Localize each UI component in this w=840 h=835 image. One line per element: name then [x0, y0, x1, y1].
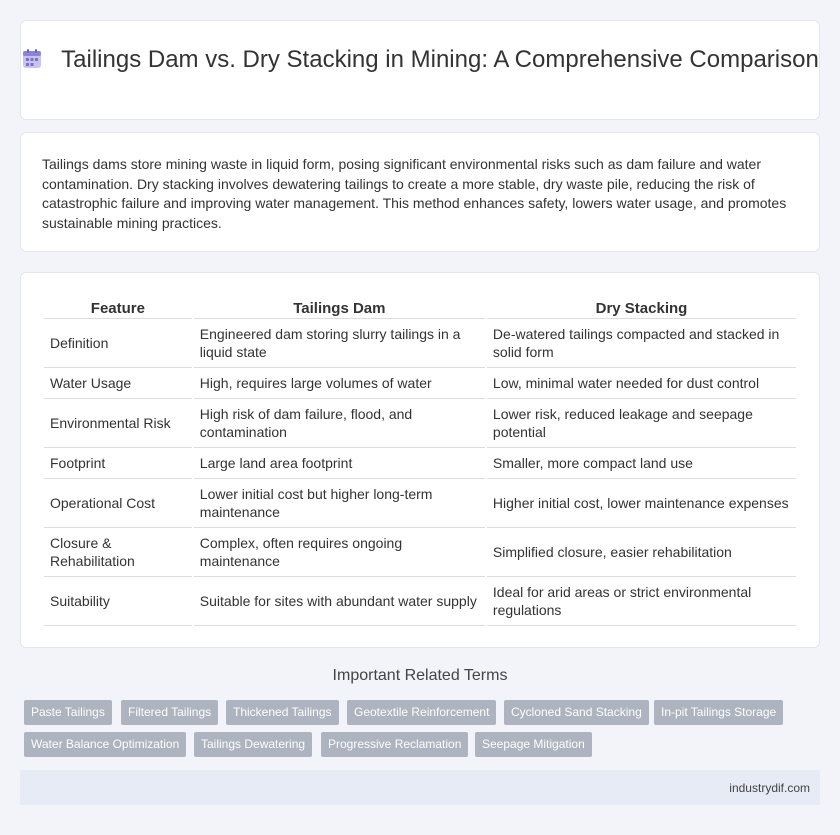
tag-geotextile-reinforcement[interactable]: Geotextile Reinforcement [347, 700, 496, 725]
page-title-wrap [21, 45, 819, 75]
column-header-dry-stacking: Dry Stacking [487, 295, 796, 319]
dry-stacking-cell: De-watered tailings compacted and stacked in solid form [487, 319, 796, 368]
footer [20, 770, 820, 805]
dry-stacking-cell: Smaller, more compact land use [487, 448, 796, 479]
table-row [44, 479, 796, 528]
feature-cell: Footprint [44, 448, 192, 479]
feature-cell: Definition [44, 319, 192, 368]
table-row [44, 319, 796, 368]
tailings-dam-cell: Engineered dam storing slurry tailings in a liquid state [194, 319, 485, 368]
dry-stacking-cell: Lower risk, reduced leakage and seepage potential [487, 399, 796, 448]
feature-cell: Suitability [44, 577, 192, 626]
tag-paste-tailings[interactable]: Paste Tailings [24, 700, 112, 725]
feature-cell: Environmental Risk [44, 399, 192, 448]
feature-cell: Closure & Rehabilitation [44, 528, 192, 577]
table-row [44, 368, 796, 399]
tailings-dam-cell: Large land area footprint [194, 448, 485, 479]
tag-filtered-tailings[interactable]: Filtered Tailings [121, 700, 218, 725]
tag-tailings-dewatering[interactable]: Tailings Dewatering [194, 732, 312, 757]
tag-water-balance-optimization[interactable]: Water Balance Optimization [24, 732, 186, 757]
tailings-dam-cell: Complex, often requires ongoing maintenance [194, 528, 485, 577]
dry-stacking-cell: Low, minimal water needed for dust control [487, 368, 796, 399]
tailings-dam-cell: Lower initial cost but higher long-term maintenance [194, 479, 485, 528]
footer-site-link[interactable]: industrydif.com [729, 781, 810, 795]
tailings-dam-cell: High risk of dam failure, flood, and contamination [194, 399, 485, 448]
column-header-tailings-dam: Tailings Dam [194, 295, 485, 319]
header-card [20, 20, 820, 120]
dry-stacking-cell: Ideal for arid areas or strict environmental regulations [487, 577, 796, 626]
table-row [44, 448, 796, 479]
tailings-dam-cell: Suitable for sites with abundant water supply [194, 577, 485, 626]
comparison-table-card [20, 272, 820, 648]
table-row [44, 399, 796, 448]
tailings-dam-cell: High, requires large volumes of water [194, 368, 485, 399]
dry-stacking-cell: Higher initial cost, lower maintenance expenses [487, 479, 796, 528]
table-header-row [44, 295, 796, 319]
tag-progressive-reclamation[interactable]: Progressive Reclamation [321, 732, 468, 757]
table-row [44, 528, 796, 577]
tag-in-pit-tailings-storage[interactable]: In-pit Tailings Storage [654, 700, 783, 725]
page-title: Tailings Dam vs. Dry Stacking in Mining: A Comprehensive Comparison [61, 46, 819, 73]
related-terms-title: Important Related Terms [332, 667, 508, 684]
comparison-table [42, 295, 798, 626]
tag-cycloned-sand-stacking[interactable]: Cycloned Sand Stacking [504, 700, 649, 725]
feature-cell: Operational Cost [44, 479, 192, 528]
table-row [44, 577, 796, 626]
dry-stacking-cell: Simplified closure, easier rehabilitation [487, 528, 796, 577]
calendar-icon [21, 48, 43, 70]
feature-cell: Water Usage [44, 368, 192, 399]
intro-card [20, 132, 820, 252]
column-header-feature: Feature [44, 295, 192, 319]
tag-thickened-tailings[interactable]: Thickened Tailings [226, 700, 339, 725]
tag-seepage-mitigation[interactable]: Seepage Mitigation [475, 732, 592, 757]
intro-text: Tailings dams store mining waste in liquid form, posing significant environmental risks such as dam failure and water contamination. Dry stacking involves dewatering tailings to create a more stable, dry waste pile, reducing the risk of catastrophic failure and improving water management. This method enhances safety, lowers water usage, and promotes sustainable mining practices. [42, 156, 787, 231]
